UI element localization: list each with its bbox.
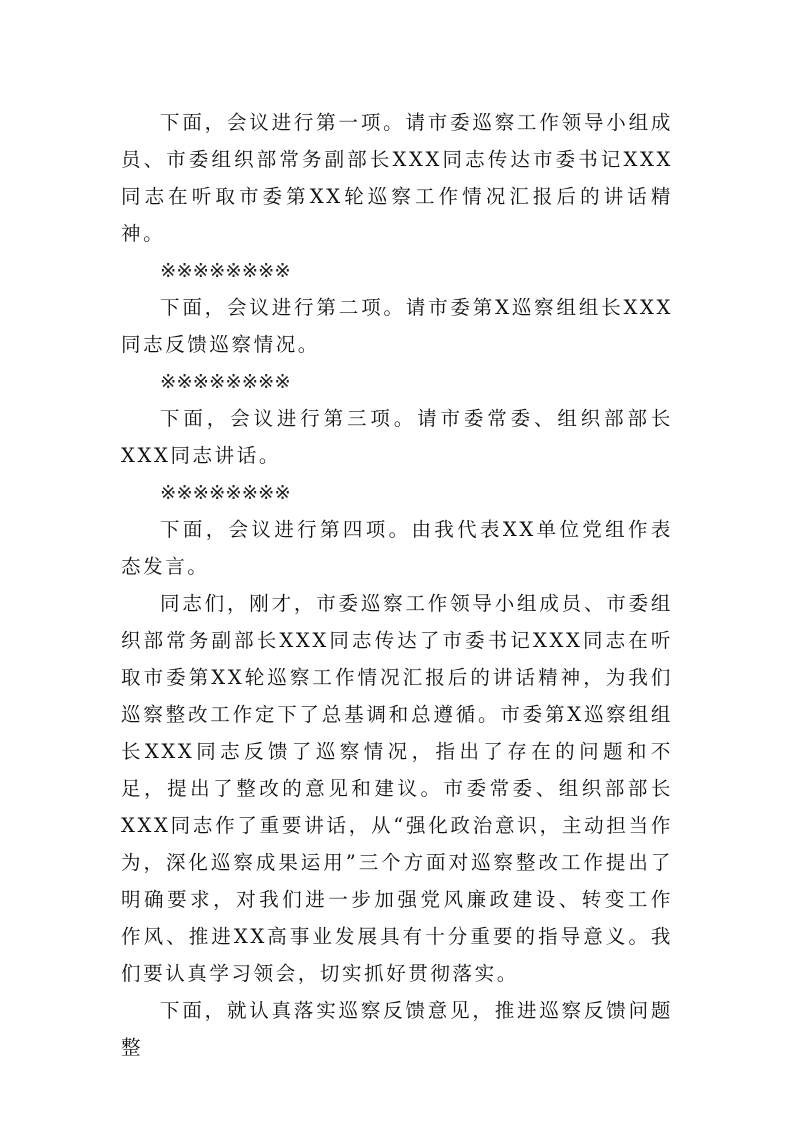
- section-divider: ※※※※※※※※: [160, 481, 291, 504]
- section-divider: ※※※※※※※※: [160, 370, 291, 393]
- paragraph-item-one: 下面，会议进行第一项。请市委巡察工作领导小组成员、市委组织部常务副部长XXX同志传达市委书记XXX同志在听取市委第XX轮巡察工作情况汇报后的讲话精神。: [121, 111, 673, 245]
- document-page: [121, 104, 673, 1066]
- section-divider: ※※※※※※※※: [160, 259, 291, 282]
- paragraph-summary: 同志们，刚才，市委巡察工作领导小组成员、市委组织部常务副部长XXX同志传达了市委书记XXX同志在听取市委第XX轮巡察工作情况汇报后的讲话精神，为我们巡察整改工作定下了总基调和总遵循。市委第X巡察组组长XXX同志反馈了巡察情况，指出了存在的问题和不足，提出了整改的意见和建议。市委常委、组织部部长XXX同志作了重要讲话，从“强化政治意识，主动担当作为，深化巡察成果运用”三个方面对巡察整改工作提出了明确要求，对我们进一步加强党风廉政建设、转变工作作风、推进XX高事业发展具有十分重要的指导意义。我们要认真学习领会，切实抓好贯彻落实。: [121, 592, 673, 985]
- paragraph-item-two: 下面，会议进行第二项。请市委第X巡察组组长XXX同志反馈巡察情况。: [121, 296, 673, 356]
- paragraph-next-topic: 下面，就认真落实巡察反馈意见，推进巡察反馈问题整: [121, 999, 673, 1059]
- paragraph-item-three: 下面，会议进行第三项。请市委常委、组织部部长XXX同志讲话。: [121, 407, 673, 467]
- paragraph-item-four: 下面，会议进行第四项。由我代表XX单位党组作表态发言。: [121, 518, 673, 578]
